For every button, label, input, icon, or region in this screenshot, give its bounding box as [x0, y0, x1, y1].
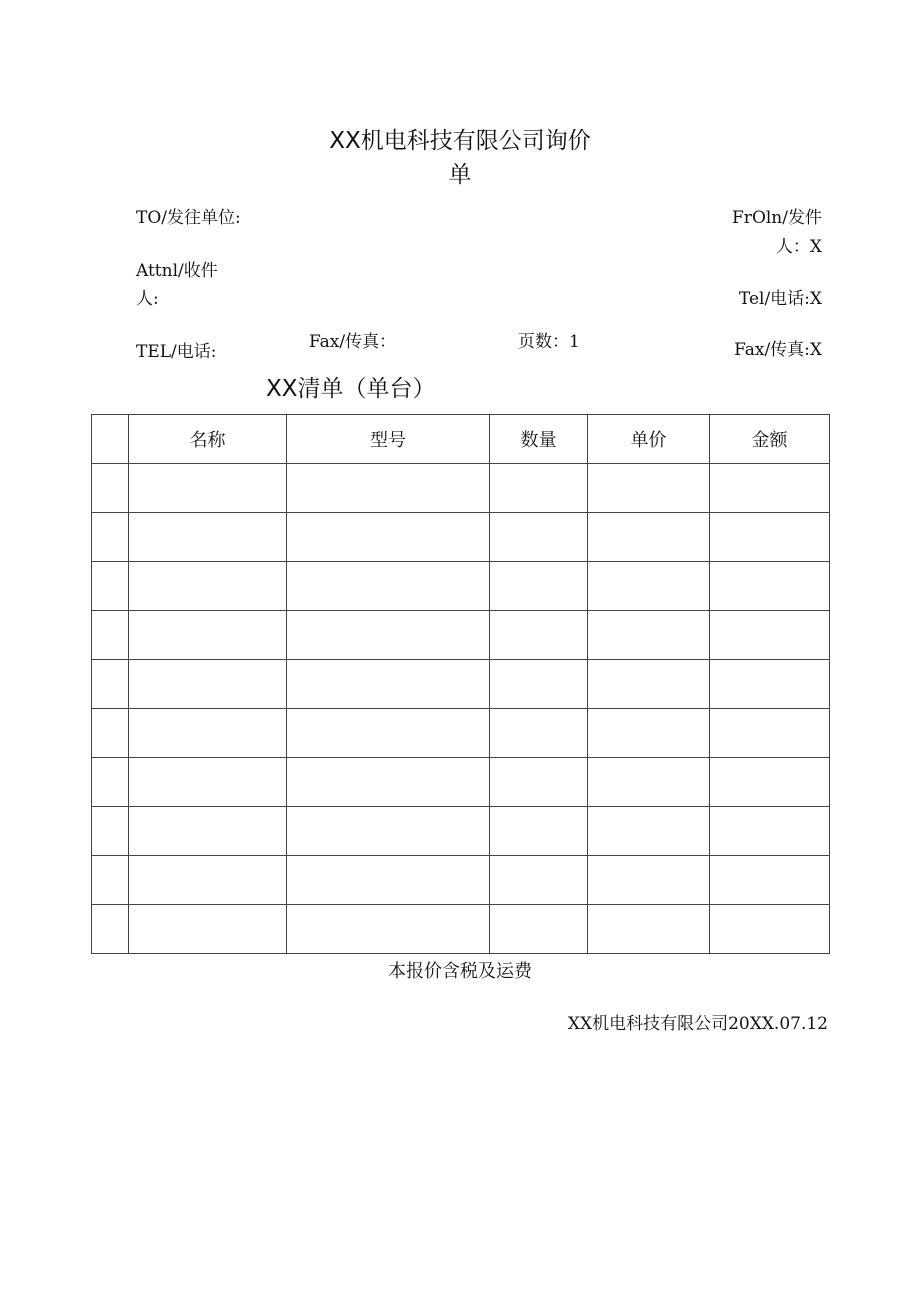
table-row [92, 464, 830, 513]
table-cell [490, 905, 588, 954]
table-header-row [92, 415, 830, 464]
table-row [92, 905, 830, 954]
table-cell [92, 464, 129, 513]
table-cell [490, 513, 588, 562]
attn-field-label-line1: Attnl/收件 [136, 261, 218, 281]
table-cell [710, 611, 830, 660]
tel-left-field-label: TEL/电话: [136, 342, 217, 362]
table-row [92, 611, 830, 660]
document-title-line2: 单 [448, 162, 472, 188]
table-cell [287, 856, 490, 905]
column-header-name: 名称 [129, 415, 287, 464]
table-cell [129, 611, 287, 660]
table-cell [92, 709, 129, 758]
table-row [92, 758, 830, 807]
column-header-quantity: 数量 [490, 415, 588, 464]
table-cell [92, 611, 129, 660]
table-cell [287, 660, 490, 709]
table-cell [287, 758, 490, 807]
table-cell [92, 562, 129, 611]
table-cell [588, 464, 710, 513]
table-cell [588, 856, 710, 905]
table-cell [710, 513, 830, 562]
table-cell [588, 611, 710, 660]
table-cell [287, 905, 490, 954]
table-cell [490, 758, 588, 807]
list-title: XX清单（单台） [266, 376, 436, 402]
fax-left-field-label: Fax/传真： [309, 332, 397, 352]
table-cell [92, 758, 129, 807]
to-field-label: TO/发往单位: [136, 208, 241, 228]
table-cell [710, 758, 830, 807]
column-header-amount: 金额 [710, 415, 830, 464]
company-date-footer: XX机电科技有限公司20XX.07.12 [567, 1014, 828, 1034]
table-cell [588, 562, 710, 611]
table-cell [129, 807, 287, 856]
table-cell [710, 807, 830, 856]
table-cell [129, 513, 287, 562]
tel-right-field-label: Tel/电话:X [738, 289, 822, 309]
table-cell [490, 660, 588, 709]
table-row [92, 856, 830, 905]
pages-field-label: 页数：1 [518, 332, 580, 352]
table-cell [490, 856, 588, 905]
table-cell [588, 905, 710, 954]
table-cell [710, 562, 830, 611]
table-cell [588, 513, 710, 562]
table-row [92, 513, 830, 562]
table-cell [287, 709, 490, 758]
table-cell [129, 709, 287, 758]
table-cell [129, 660, 287, 709]
tax-shipping-note: 本报价含税及运费 [388, 961, 532, 982]
document-title-line1: XX机电科技有限公司询价 [329, 128, 591, 154]
table-cell [92, 807, 129, 856]
table-cell [129, 856, 287, 905]
table-cell [490, 464, 588, 513]
table-cell [287, 562, 490, 611]
table-row [92, 660, 830, 709]
table-cell [710, 709, 830, 758]
table-row [92, 709, 830, 758]
table-cell [287, 464, 490, 513]
table-cell [287, 611, 490, 660]
table-cell [710, 464, 830, 513]
table-cell [588, 807, 710, 856]
table-cell [710, 905, 830, 954]
table-cell [588, 758, 710, 807]
table-cell [490, 611, 588, 660]
table-cell [129, 905, 287, 954]
from-field-label-line2: 人：X [775, 237, 822, 257]
table-cell [92, 660, 129, 709]
table-cell [588, 709, 710, 758]
column-header-index [92, 415, 129, 464]
table-cell [710, 856, 830, 905]
column-header-model: 型号 [287, 415, 490, 464]
table-cell [490, 709, 588, 758]
table-cell [588, 660, 710, 709]
table-cell [710, 660, 830, 709]
fax-right-field-label: Fax/传真:X [734, 340, 822, 360]
table-cell [287, 513, 490, 562]
attn-field-label-line2: 人: [136, 289, 159, 309]
table-cell [92, 513, 129, 562]
table-row [92, 807, 830, 856]
table-cell [287, 807, 490, 856]
table-cell [490, 562, 588, 611]
table-cell [490, 807, 588, 856]
table-row [92, 562, 830, 611]
from-field-label-line1: FrOln/发件 [732, 208, 822, 228]
table-cell [92, 905, 129, 954]
table-cell [129, 562, 287, 611]
table-cell [129, 758, 287, 807]
column-header-unit-price: 单价 [588, 415, 710, 464]
table-cell [129, 464, 287, 513]
quote-table [91, 414, 830, 954]
table-cell [92, 856, 129, 905]
